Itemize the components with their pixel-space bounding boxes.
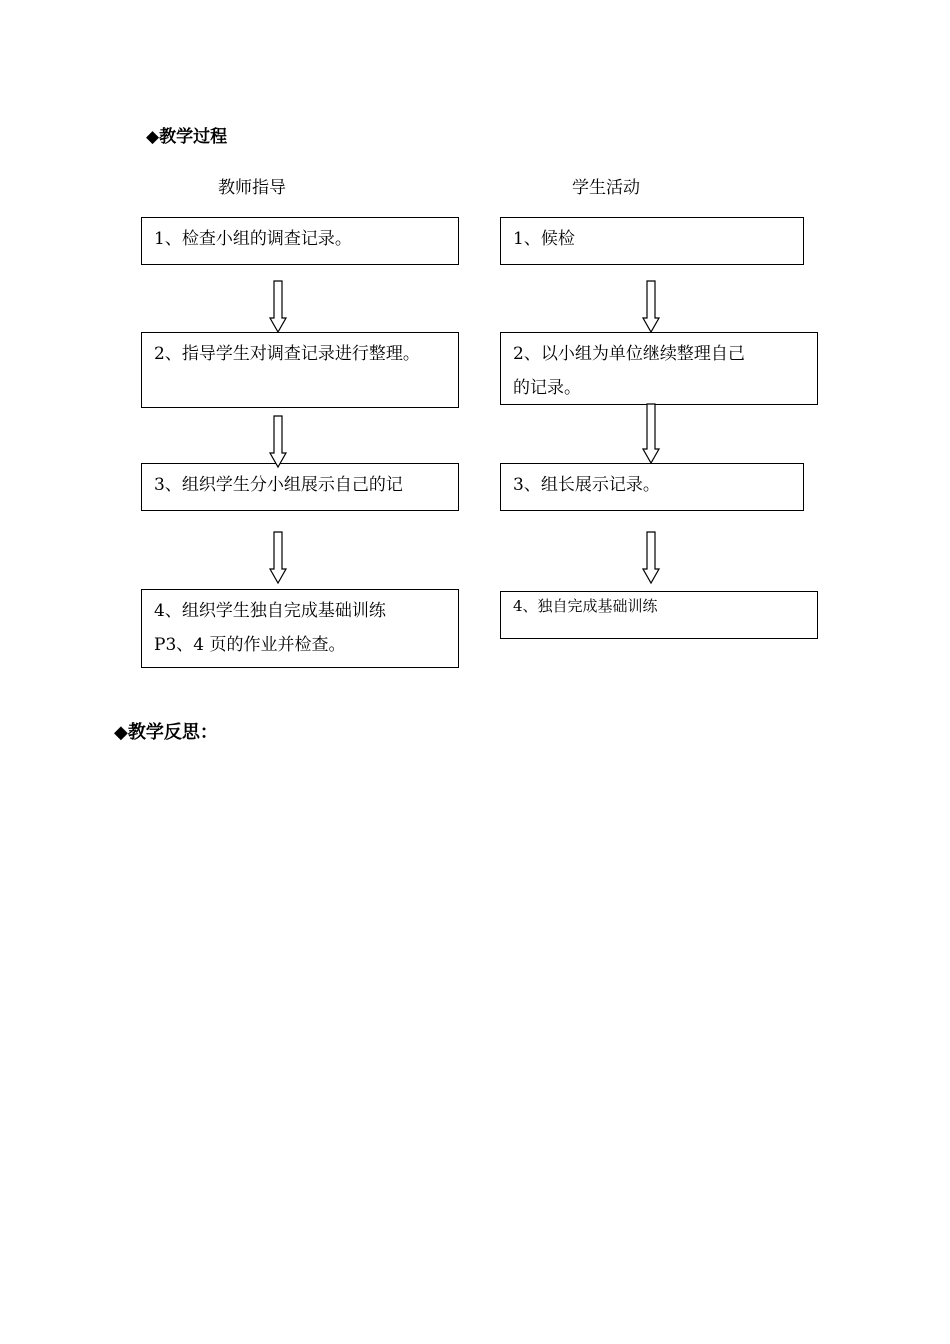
teaching-reflection-heading: ◆教学反思： [114, 722, 218, 743]
teacher-arrow-1-to-2 [268, 280, 288, 334]
student-step-4 [500, 591, 818, 639]
teaching-process-heading: ◆教学过程 [146, 127, 228, 147]
teacher-step-1-line-1: 1、检查小组的调查记录。 [154, 229, 352, 249]
student-arrow-2-to-3 [641, 403, 661, 465]
student-step-2 [500, 332, 818, 405]
student-step-1 [500, 217, 804, 265]
teacher-arrow-3-to-4 [268, 531, 288, 585]
teacher-step-3 [141, 463, 459, 511]
student-step-2-line-2: 的记录。 [513, 378, 581, 398]
student-column-title: 学生活动 [572, 178, 640, 198]
teacher-step-2 [141, 332, 459, 408]
student-step-3-line-1: 3、组长展示记录。 [513, 475, 660, 495]
teacher-step-1 [141, 217, 459, 265]
student-arrow-1-to-2 [641, 280, 661, 334]
student-arrow-3-to-4 [641, 531, 661, 585]
teacher-step-3-line-1: 3、组织学生分小组展示自己的记 [154, 475, 403, 495]
student-step-1-line-1: 1、候检 [513, 229, 575, 249]
teacher-step-2-line-1: 2、指导学生对调查记录进行整理。 [154, 344, 420, 364]
teacher-step-4 [141, 589, 459, 668]
student-step-3 [500, 463, 804, 511]
teacher-step-4-line-1: 4、组织学生独自完成基础训练 [154, 601, 386, 621]
student-step-2-line-1: 2、以小组为单位继续整理自己 [513, 344, 745, 364]
teacher-column-title: 教师指导 [218, 178, 286, 198]
student-step-4-line-1: 4、独自完成基础训练 [513, 597, 658, 615]
teacher-arrow-2-to-3 [268, 415, 288, 469]
teacher-step-4-line-2: P3、4 页的作业并检查。 [154, 635, 346, 655]
